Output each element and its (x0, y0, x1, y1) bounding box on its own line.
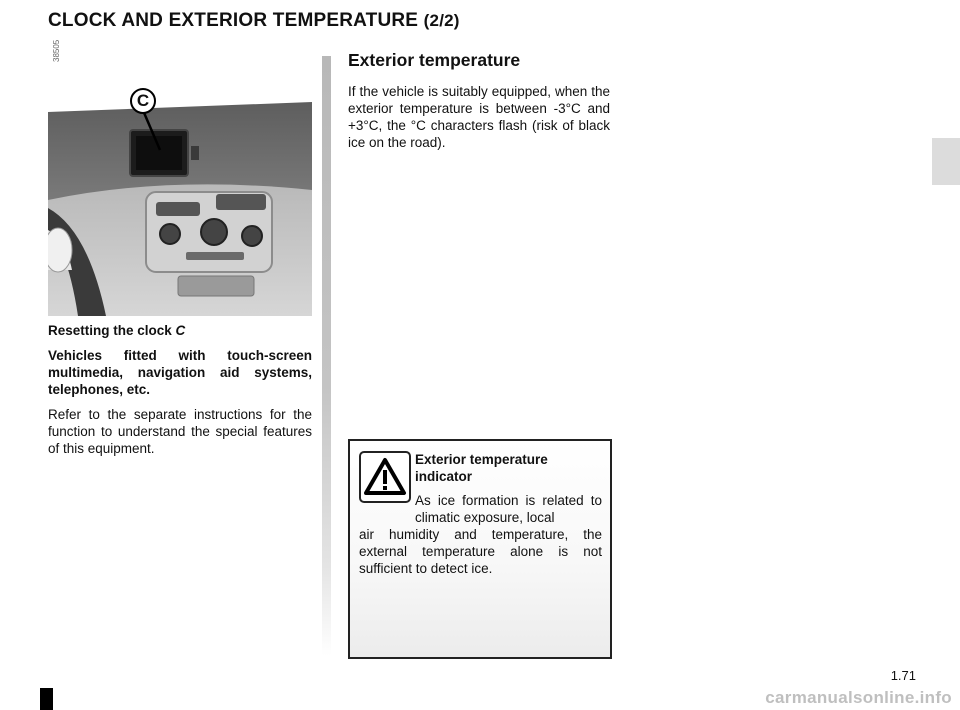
clock-reset-heading-text: Resetting the clock (48, 323, 176, 338)
warning-text-first: As ice formation is related to climatic exposure, local (415, 493, 602, 525)
separate-instructions-note: Refer to the separate instructions for the function to understand the special features of this equipment. (48, 407, 312, 456)
warning-triangle-svg (361, 453, 409, 501)
page-title (48, 10, 460, 32)
clock-reset-ref: C (175, 323, 186, 338)
warning-box (348, 439, 612, 659)
page-number: 1.71 (890, 668, 916, 683)
corner-mark (40, 688, 53, 710)
exterior-temperature-text: If the vehicle is suitably equipped, when the exterior temperature is between -3°C and +3°C, the °C characters flash (risk of black ice on the road). (348, 84, 610, 150)
title-text: CLOCK AND EXTERIOR TEMPERATURE (48, 10, 419, 31)
callout-c (130, 88, 156, 114)
warning-text-rest: air humidity and temperature, the external temperature alone is not sufficient to detect ice. (359, 527, 602, 576)
section-tab (932, 138, 960, 185)
title-page-indicator: (2/2) (423, 11, 460, 30)
dashboard-illustration (48, 80, 312, 316)
warning-title: Exterior temperature indicator (415, 452, 548, 484)
column-divider (322, 56, 331, 656)
figure-reference: 38505 (52, 39, 61, 62)
right-column (348, 50, 610, 151)
callout-c-label: C (136, 91, 150, 110)
warning-triangle-icon (359, 451, 411, 503)
watermark: carmanualsonline.info (765, 688, 952, 707)
clock-reset-heading (48, 322, 312, 339)
left-column (48, 322, 312, 465)
dashboard-photo (48, 80, 312, 316)
exterior-temperature-heading: Exterior temperature (348, 50, 521, 70)
touchscreen-vehicles-note: Vehicles fitted with touch-screen multimedia, navigation aid systems, telephones, etc. (48, 348, 312, 397)
